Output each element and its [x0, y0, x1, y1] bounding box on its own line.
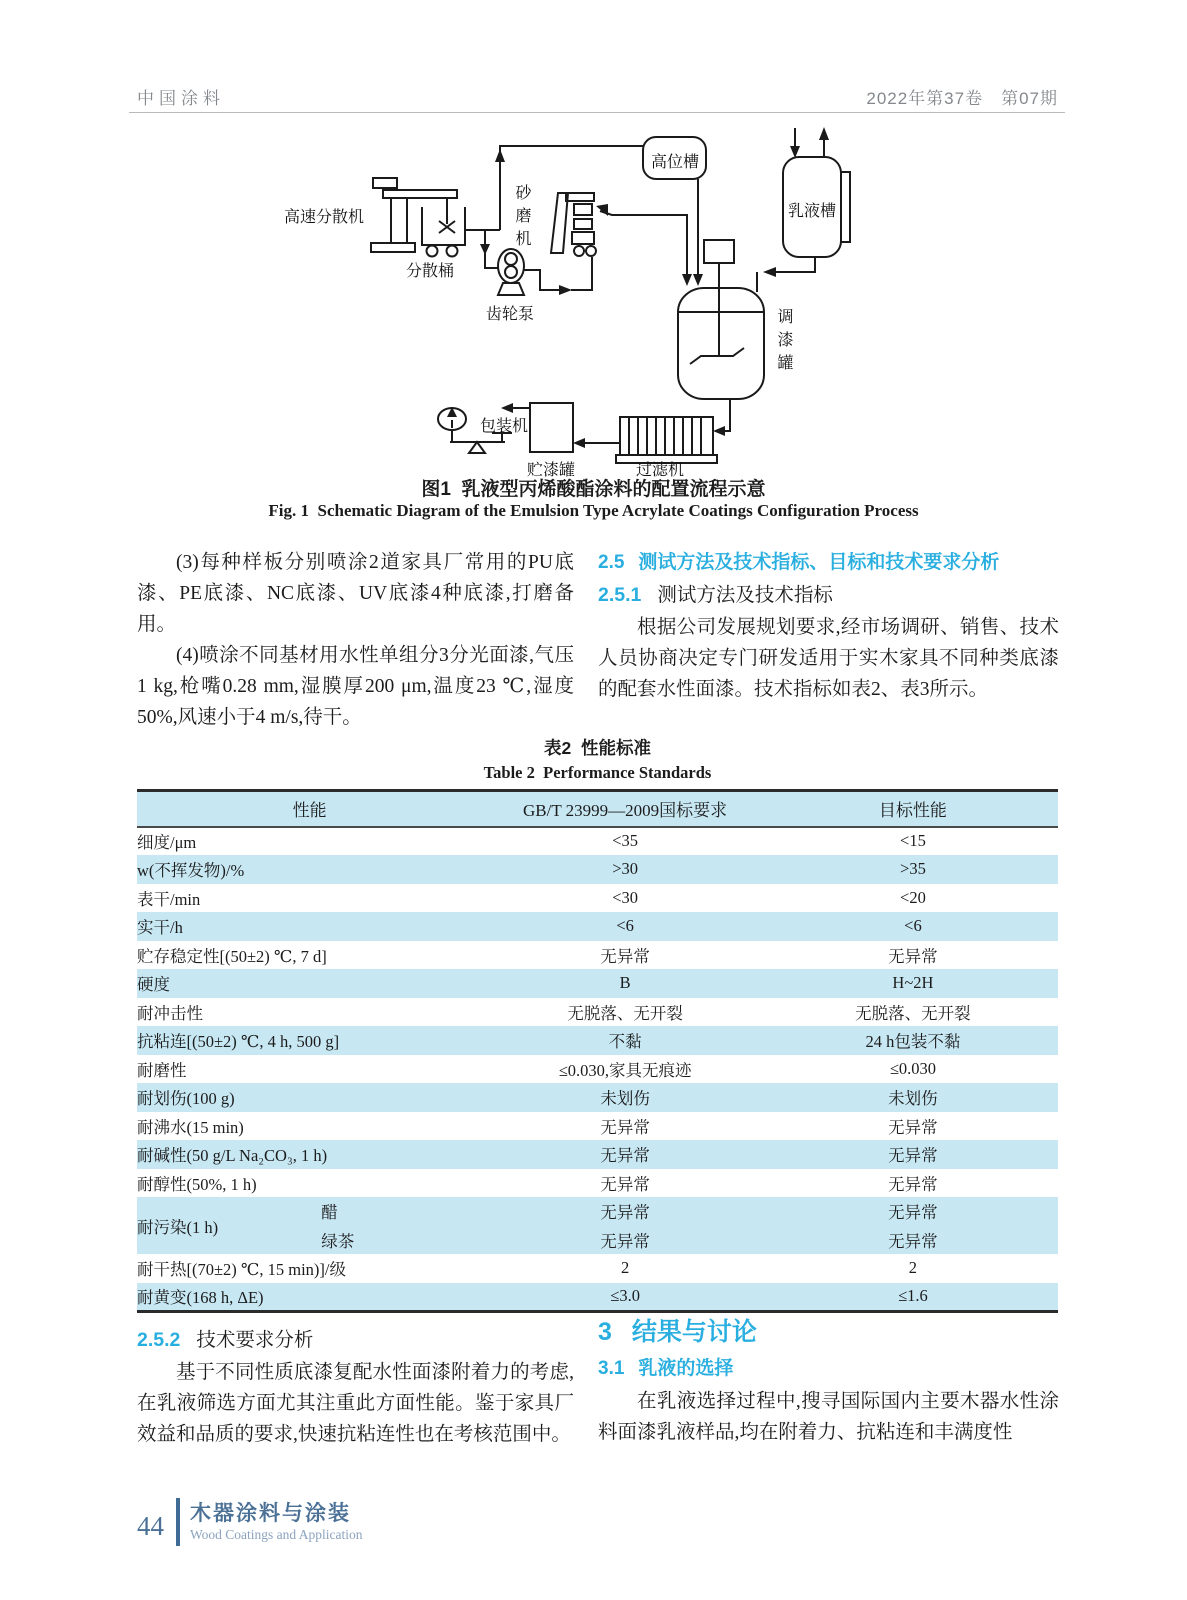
heading-3-1-num: 3.1 [598, 1358, 625, 1379]
cell-target-value: <6 [768, 912, 1058, 941]
row-label: 耐黄变(168 h, ΔE) [137, 1283, 482, 1312]
process-flow-diagram [0, 120, 1187, 479]
running-head [137, 84, 1058, 109]
cell-gb-value: >30 [482, 855, 768, 884]
dispersion-barrel-shape [422, 207, 465, 257]
row-label: 耐污染(1 h) [137, 1197, 321, 1254]
row-sublabel: 醋 [321, 1197, 482, 1226]
table2-section [137, 735, 1058, 1313]
page-number: 44 [137, 1511, 164, 1541]
label-mixing-tank: 调漆罐 [775, 308, 792, 377]
row-label: 耐沸水(15 min) [137, 1117, 244, 1137]
cell-target-value: H~2H [768, 969, 1058, 998]
table-row [137, 1140, 1058, 1169]
table-row [137, 1083, 1058, 1112]
cell-target-value: 无异常 [888, 946, 938, 966]
cell-gb-value: 未划伤 [482, 1083, 768, 1112]
paragraph-4: (4)喷涂不同基材用水性单组分3分光面漆,气压1 kg,枪嘴0.28 mm,湿膜厚200 μm,温度23 ℃,湿度50%,风速小于4 m/s,待干。 [137, 645, 574, 728]
table-row [137, 1112, 1058, 1141]
label-emulsion-tank: 乳液槽 [788, 203, 837, 220]
cell-target-value: ≤0.030 [889, 1058, 937, 1078]
table-row [137, 827, 1058, 856]
table-row [137, 1283, 1058, 1312]
row-label: 实干/h [137, 912, 482, 941]
cell-target-value: 无脱落、无开裂 [855, 1003, 971, 1023]
row-label: 贮存稳定性[(50±2) ℃, 7 d] [137, 946, 327, 966]
header-rule [129, 112, 1065, 113]
heading-2-5-1-title: 测试方法及技术指标 [657, 585, 833, 606]
label-sand-mill: 砂磨机 [513, 184, 530, 253]
flow-arrowheads [447, 127, 829, 448]
cell-target-value: 2 [908, 1258, 918, 1278]
label-packaging: 包装机 [480, 418, 529, 435]
col-header-target: 目标性能 [768, 791, 1058, 827]
row-label: 表干/min [137, 889, 201, 909]
label-filter: 过滤机 [636, 462, 685, 479]
cell-gb-value: 不黏 [482, 1026, 768, 1055]
column-left-top [137, 547, 574, 733]
cell-target-value: 无异常 [768, 1197, 1058, 1226]
heading-3 [598, 1312, 1059, 1352]
storage-tank-shape [530, 403, 573, 452]
heading-3-title: 结果与讨论 [631, 1318, 757, 1346]
row-sublabel: 绿茶 [321, 1226, 482, 1255]
cell-gb-value: 无异常 [482, 1226, 768, 1255]
heading-2-5-title: 测试方法及技术指标、目标和技术要求分析 [638, 552, 1000, 573]
row-label: 细度/μm [137, 833, 197, 853]
cell-gb-value: ≤0.030,家具无痕迹 [558, 1060, 692, 1080]
heading-3-1 [598, 1352, 1059, 1386]
table-body [137, 827, 1058, 1312]
table-row [137, 998, 1058, 1027]
footer-section-zh: 木器涂料与涂装 [190, 1501, 351, 1525]
heading-2-5-num: 2.5 [598, 552, 625, 573]
table-row [137, 1026, 1058, 1055]
column-right-bottom [598, 1312, 1059, 1448]
page-footer [137, 1498, 363, 1546]
heading-2-5-2 [137, 1324, 574, 1357]
gear-pump-shape [498, 249, 524, 295]
cell-gb-value: 无异常 [482, 1140, 768, 1169]
pipe [524, 270, 561, 290]
cell-gb-value: <35 [612, 831, 639, 851]
table-head [137, 791, 1058, 827]
cell-gb-value: 2 [620, 1258, 630, 1278]
heading-2-5-2-title: 技术要求分析 [196, 1330, 314, 1351]
cell-target-value: 无异常 [768, 1226, 1058, 1255]
table2-title-en: Table 2 Performance Standards [483, 763, 712, 782]
cell-gb-value: 无异常 [600, 1117, 650, 1137]
table-row [137, 969, 1058, 998]
table-row [137, 1197, 1058, 1226]
column-left-bottom [137, 1324, 574, 1450]
cell-gb-value: 无异常 [482, 1197, 768, 1226]
paragraph-2-5-1: 根据公司发展规划要求,经市场调研、销售、技术人员协商决定专门研发适用于实木家具不同种类底漆的配套水性面漆。技术指标如表2、表3所示。 [598, 617, 1059, 700]
heading-2-5-1 [598, 579, 1059, 612]
table-row [137, 1169, 1058, 1198]
paragraph-3: (3)每种样板分别喷涂2道家具厂常用的PU底漆、PE底漆、NC底漆、UV底漆4种底漆,打磨备用。 [137, 552, 574, 635]
cell-target-value: <15 [900, 831, 926, 851]
footer-section [190, 1501, 363, 1544]
column-right-top [598, 547, 1059, 705]
cell-target-value: 无异常 [888, 1174, 938, 1194]
pipe [600, 211, 687, 275]
row-label: 耐干热[(70±2) ℃, 15 min)]/级 [137, 1260, 346, 1280]
cell-target-value: 24 h包装不黏 [768, 1026, 1058, 1055]
issue-info: 2022年第37卷 第07期 [866, 89, 1058, 108]
paragraph-3-1: 在乳液选择过程中,搜寻国际国内主要木器水性涂料面漆乳液样品,均在附着力、抗粘连和丰满度性 [598, 1391, 1059, 1443]
row-label: 抗粘连[(50±2) ℃, 4 h, 500 g] [137, 1026, 482, 1055]
cell-gb-value: <30 [612, 887, 639, 907]
label-disperser: 高速分散机 [284, 209, 365, 226]
label-gear-pump: 齿轮泵 [486, 306, 535, 323]
cell-target-value: >35 [768, 855, 1058, 884]
heading-3-1-title: 乳液的选择 [638, 1358, 734, 1379]
label-dispersion-barrel: 分散桶 [406, 263, 455, 280]
heading-2-5-1-num: 2.5.1 [598, 584, 642, 606]
row-label: 硬度 [137, 969, 482, 998]
disperser-shape [371, 178, 457, 252]
table-row [137, 855, 1058, 884]
table2-title-zh: 表2 性能标准 [544, 738, 651, 758]
col-header-property: 性能 [137, 791, 482, 827]
pipe [725, 399, 730, 431]
cell-gb-value: ≤3.0 [482, 1283, 768, 1312]
table-row [137, 884, 1058, 913]
sand-mill-shape [551, 193, 596, 256]
table-row [137, 1055, 1058, 1084]
cell-target-value: 未划伤 [768, 1083, 1058, 1112]
figure-caption-zh: 图1 乳液型丙烯酸酯涂料的配置流程示意 [421, 479, 766, 500]
heading-2-5 [598, 547, 1059, 579]
table-header-row [137, 791, 1058, 827]
label-storage-tank: 贮漆罐 [527, 462, 576, 479]
table-row [137, 941, 1058, 970]
cell-gb-value: 无脱落、无开裂 [567, 1003, 683, 1023]
heading-2-5-2-num: 2.5.2 [137, 1329, 181, 1351]
row-label: 耐冲击性 [137, 1003, 203, 1023]
process-flow-svg [0, 120, 1187, 475]
cell-target-value: <20 [900, 887, 926, 907]
footer-divider [176, 1498, 180, 1546]
performance-table [137, 789, 1058, 1313]
footer-section-en: Wood Coatings and Application [190, 1526, 363, 1542]
pipe [571, 257, 592, 290]
figure-caption-en: Fig. 1 Schematic Diagram of the Emulsion Type Acrylate Coatings Configuration Process [268, 501, 919, 520]
cell-gb-value: B [482, 969, 768, 998]
paragraph-2-5-2: 基于不同性质底漆复配水性面漆附着力的考虑,在乳液筛选方面尤其注重此方面性能。鉴于家具厂效益和品质的要求,快速抗粘连性也在考核范围中。 [137, 1362, 574, 1445]
row-label: 耐碱性(50 g/L Na₂CO₃, 1 h) [137, 1140, 482, 1169]
cell-target-value: 无异常 [768, 1140, 1058, 1169]
row-label: 耐醇性(50%, 1 h) [137, 1174, 257, 1194]
journal-name: 中国涂料 [137, 89, 225, 108]
pipe [485, 253, 498, 268]
row-label: 耐磨性 [137, 1060, 187, 1080]
cell-gb-value: 无异常 [600, 1174, 650, 1194]
cell-target-value: ≤1.6 [768, 1283, 1058, 1312]
mixing-tank-shape [678, 240, 764, 399]
heading-3-num: 3 [598, 1318, 612, 1346]
cell-gb-value: <6 [482, 912, 768, 941]
pipe [776, 257, 815, 272]
label-head-tank: 高位槽 [651, 154, 700, 171]
row-label: w(不挥发物)/% [137, 855, 482, 884]
cell-gb-value: 无异常 [600, 946, 650, 966]
table-row [137, 1254, 1058, 1283]
table-row [137, 912, 1058, 941]
col-header-gb: GB/T 23999—2009国标要求 [482, 791, 768, 827]
cell-target-value: 无异常 [888, 1117, 938, 1137]
row-label: 耐划伤(100 g) [137, 1083, 482, 1112]
